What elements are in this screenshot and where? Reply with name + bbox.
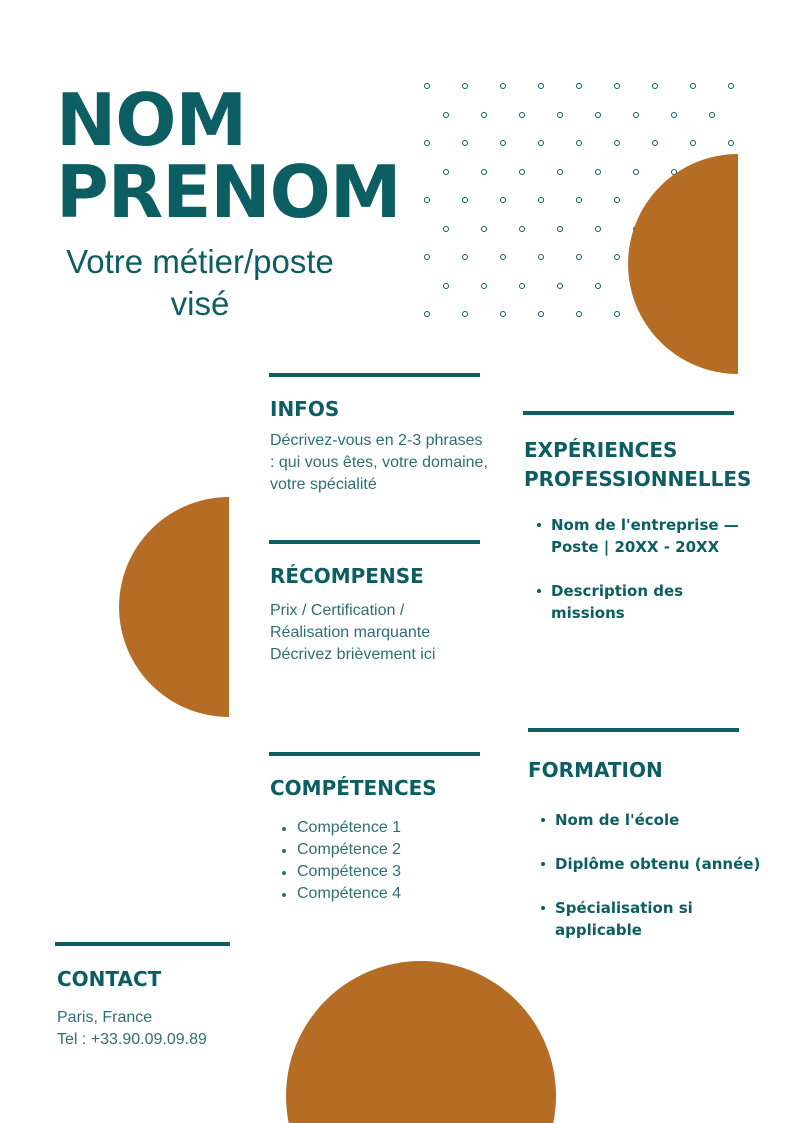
experiences-heading-line: PROFESSIONNELLES: [524, 467, 752, 491]
list-item: [528, 897, 778, 941]
experience-line: missions: [551, 604, 625, 622]
grid-dot: [557, 226, 563, 232]
grid-dot: [728, 83, 734, 89]
recompense-heading: RÉCOMPENSE: [270, 564, 424, 588]
experience-line: Nom de l'entreprise —: [551, 516, 739, 534]
job-title: [40, 241, 360, 325]
grid-dot: [462, 254, 468, 260]
grid-dot: [481, 226, 487, 232]
grid-dot: [652, 140, 658, 146]
experiences-heading: [524, 436, 751, 494]
competences-list: [270, 817, 490, 905]
grid-dot: [424, 197, 430, 203]
grid-dot: [557, 283, 563, 289]
recompense-line: Décrivez brièvement ici: [270, 646, 436, 663]
grid-dot: [500, 311, 506, 317]
grid-dot: [462, 83, 468, 89]
grid-dot: [462, 197, 468, 203]
list-item: [524, 514, 774, 558]
grid-dot: [481, 169, 487, 175]
grid-dot: [614, 140, 620, 146]
competences-heading: COMPÉTENCES: [270, 776, 437, 800]
contact-rule: [55, 942, 230, 946]
formation-rule: [528, 728, 739, 732]
formation-line: Diplôme obtenu (année): [555, 855, 761, 873]
grid-dot: [614, 197, 620, 203]
grid-dot: [614, 83, 620, 89]
grid-dot: [424, 254, 430, 260]
recompense-line: Réalisation marquante: [270, 624, 431, 641]
formation-line: Spécialisation si: [555, 899, 693, 917]
recompense-text: [270, 600, 490, 666]
grid-dot: [462, 311, 468, 317]
grid-dot: [500, 254, 506, 260]
grid-dot: [519, 169, 525, 175]
list-item: [528, 853, 778, 875]
contact-phone: Tel : +33.90.09.09.89: [57, 1031, 207, 1048]
formation-line: Nom de l'école: [555, 811, 680, 829]
grid-dot: [576, 254, 582, 260]
competences-rule: [269, 752, 480, 756]
grid-dot: [690, 140, 696, 146]
grid-dot: [690, 83, 696, 89]
grid-dot: [595, 283, 601, 289]
half-circle-bottom: [285, 960, 557, 1123]
grid-dot: [557, 169, 563, 175]
contact-city: Paris, France: [57, 1009, 153, 1026]
grid-dot: [576, 140, 582, 146]
list-item: [524, 580, 774, 624]
grid-dot: [728, 140, 734, 146]
infos-rule: [269, 373, 480, 377]
job-title-line-2: visé: [170, 285, 230, 322]
experiences-rule: [523, 411, 734, 415]
job-title-line-1: Votre métier/poste: [66, 243, 334, 280]
grid-dot: [481, 112, 487, 118]
infos-line: : qui vous êtes, votre domaine,: [270, 454, 488, 471]
list-item: [528, 809, 778, 831]
name-line-2: PRENOM: [56, 150, 401, 234]
half-circle-middle-left: [119, 497, 231, 717]
grid-dot: [519, 283, 525, 289]
grid-dot: [614, 254, 620, 260]
grid-dot: [576, 197, 582, 203]
contact-details: [57, 1007, 277, 1051]
infos-heading: INFOS: [270, 397, 340, 421]
grid-dot: [538, 197, 544, 203]
formation-line: applicable: [555, 921, 642, 939]
grid-dot: [595, 169, 601, 175]
experiences-heading-line: EXPÉRIENCES: [524, 438, 678, 462]
contact-heading: CONTACT: [57, 967, 162, 991]
grid-dot: [709, 112, 715, 118]
recompense-rule: [269, 540, 480, 544]
grid-dot: [443, 112, 449, 118]
list-item: Compétence 2: [270, 839, 490, 861]
name-line-1: NOM: [56, 78, 247, 162]
grid-dot: [500, 140, 506, 146]
grid-dot: [576, 311, 582, 317]
grid-dot: [443, 169, 449, 175]
experience-line: Poste | 20XX - 20XX: [551, 538, 720, 556]
grid-dot: [671, 112, 677, 118]
list-item: Compétence 1: [270, 817, 490, 839]
experiences-list: [524, 514, 774, 646]
grid-dot: [519, 112, 525, 118]
grid-dot: [462, 140, 468, 146]
grid-dot: [481, 283, 487, 289]
grid-dot: [443, 283, 449, 289]
grid-dot: [424, 140, 430, 146]
grid-dot: [424, 83, 430, 89]
grid-dot: [576, 83, 582, 89]
name-heading: [56, 78, 401, 234]
grid-dot: [500, 197, 506, 203]
grid-dot: [557, 112, 563, 118]
grid-dot: [614, 311, 620, 317]
recompense-line: Prix / Certification /: [270, 602, 405, 619]
infos-text: [270, 430, 490, 496]
grid-dot: [500, 83, 506, 89]
grid-dot: [519, 226, 525, 232]
infos-line: Décrivez-vous en 2-3 phrases: [270, 432, 483, 449]
infos-line: votre spécialité: [270, 476, 377, 493]
formation-list: [528, 809, 778, 963]
grid-dot: [633, 112, 639, 118]
grid-dot: [538, 83, 544, 89]
grid-dot: [424, 311, 430, 317]
grid-dot: [652, 83, 658, 89]
grid-dot: [443, 226, 449, 232]
formation-heading: FORMATION: [528, 758, 663, 782]
grid-dot: [595, 112, 601, 118]
half-circle-top-right: [628, 154, 740, 374]
list-item: Compétence 4: [270, 883, 490, 905]
grid-dot: [538, 311, 544, 317]
grid-dot: [538, 254, 544, 260]
list-item: Compétence 3: [270, 861, 490, 883]
experience-line: Description des: [551, 582, 684, 600]
grid-dot: [538, 140, 544, 146]
grid-dot: [595, 226, 601, 232]
